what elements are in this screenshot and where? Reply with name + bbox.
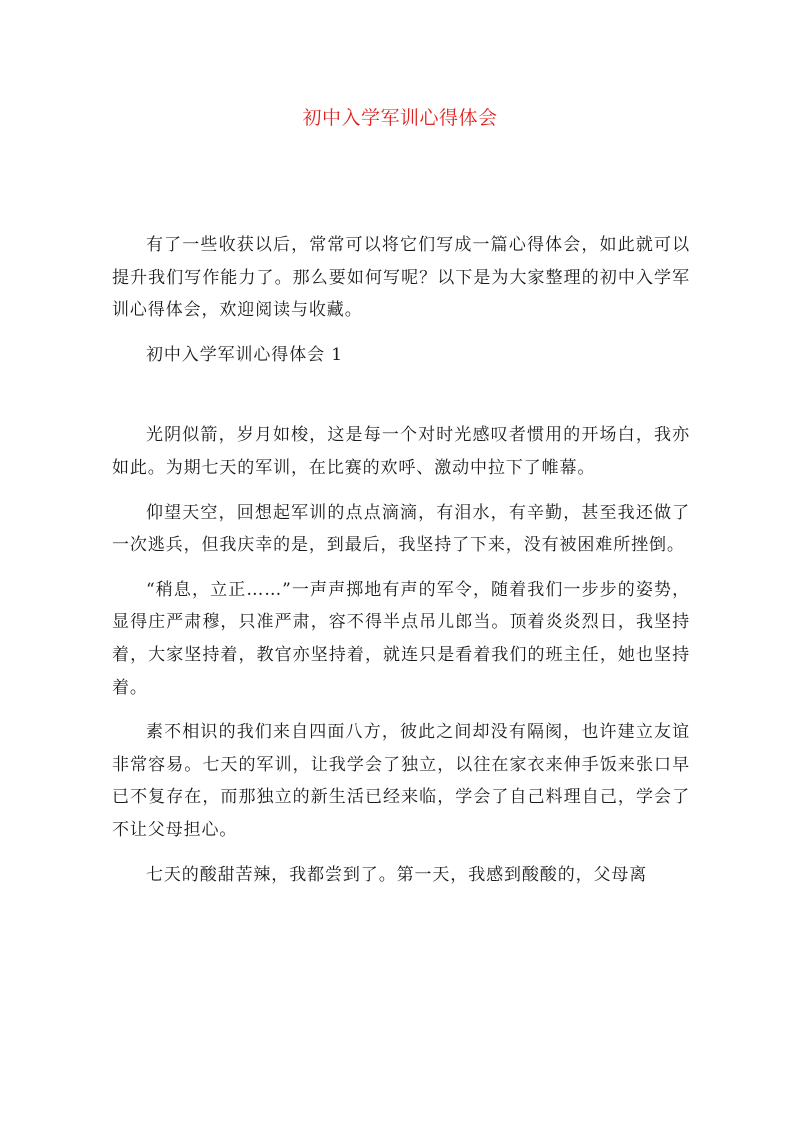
body-paragraph: 七天的酸甜苦辣，我都尝到了。第一天，我感到酸酸的，父母离 <box>146 864 648 885</box>
body-paragraph: 仰望天空，回想起军训的点点滴滴，有泪水，有辛勤，甚至我还做了一次逃兵，但我庆幸的是，到最后，我坚持了下来，没有被困难所挫倒。 <box>112 502 690 556</box>
body-paragraph: 素不相识的我们来自四面八方，彼此之间却没有隔阂，也许建立友谊非常容易。七天的军训，让我学会了独立，以往在家衣来伸手饭来张口早已不复存在，而那独立的新生活已经来临，学会了自己料理自己，学会了不让父母担心。 <box>112 722 690 840</box>
section-heading: 初中入学军训心得体会 1 <box>146 344 344 365</box>
body-paragraph: 光阴似箭，岁月如梭，这是每一个对时光感叹者惯用的开场白，我亦如此。为期七天的军训，在比赛的欢呼、激动中拉下了帷幕。 <box>112 425 690 478</box>
document-body <box>112 229 690 891</box>
intro-paragraph: 有了一些收获以后，常常可以将它们写成一篇心得体会，如此就可以提升我们写作能力了。那么要如何写呢？以下是为大家整理的初中入学军训心得体会，欢迎阅读与收藏。 <box>112 235 690 321</box>
body-paragraph: “稍息，立正……”一声声掷地有声的军令，随着我们一步步的姿势，显得庄严肃穆，只准严肃，容不得半点吊儿郎当。顶着炎炎烈日，我坚持着，大家坚持着，教官亦坚持着，就连只是看着我们的班主任，她也坚持着。 <box>112 579 690 698</box>
document-title: 初中入学军训心得体会 <box>302 107 498 129</box>
